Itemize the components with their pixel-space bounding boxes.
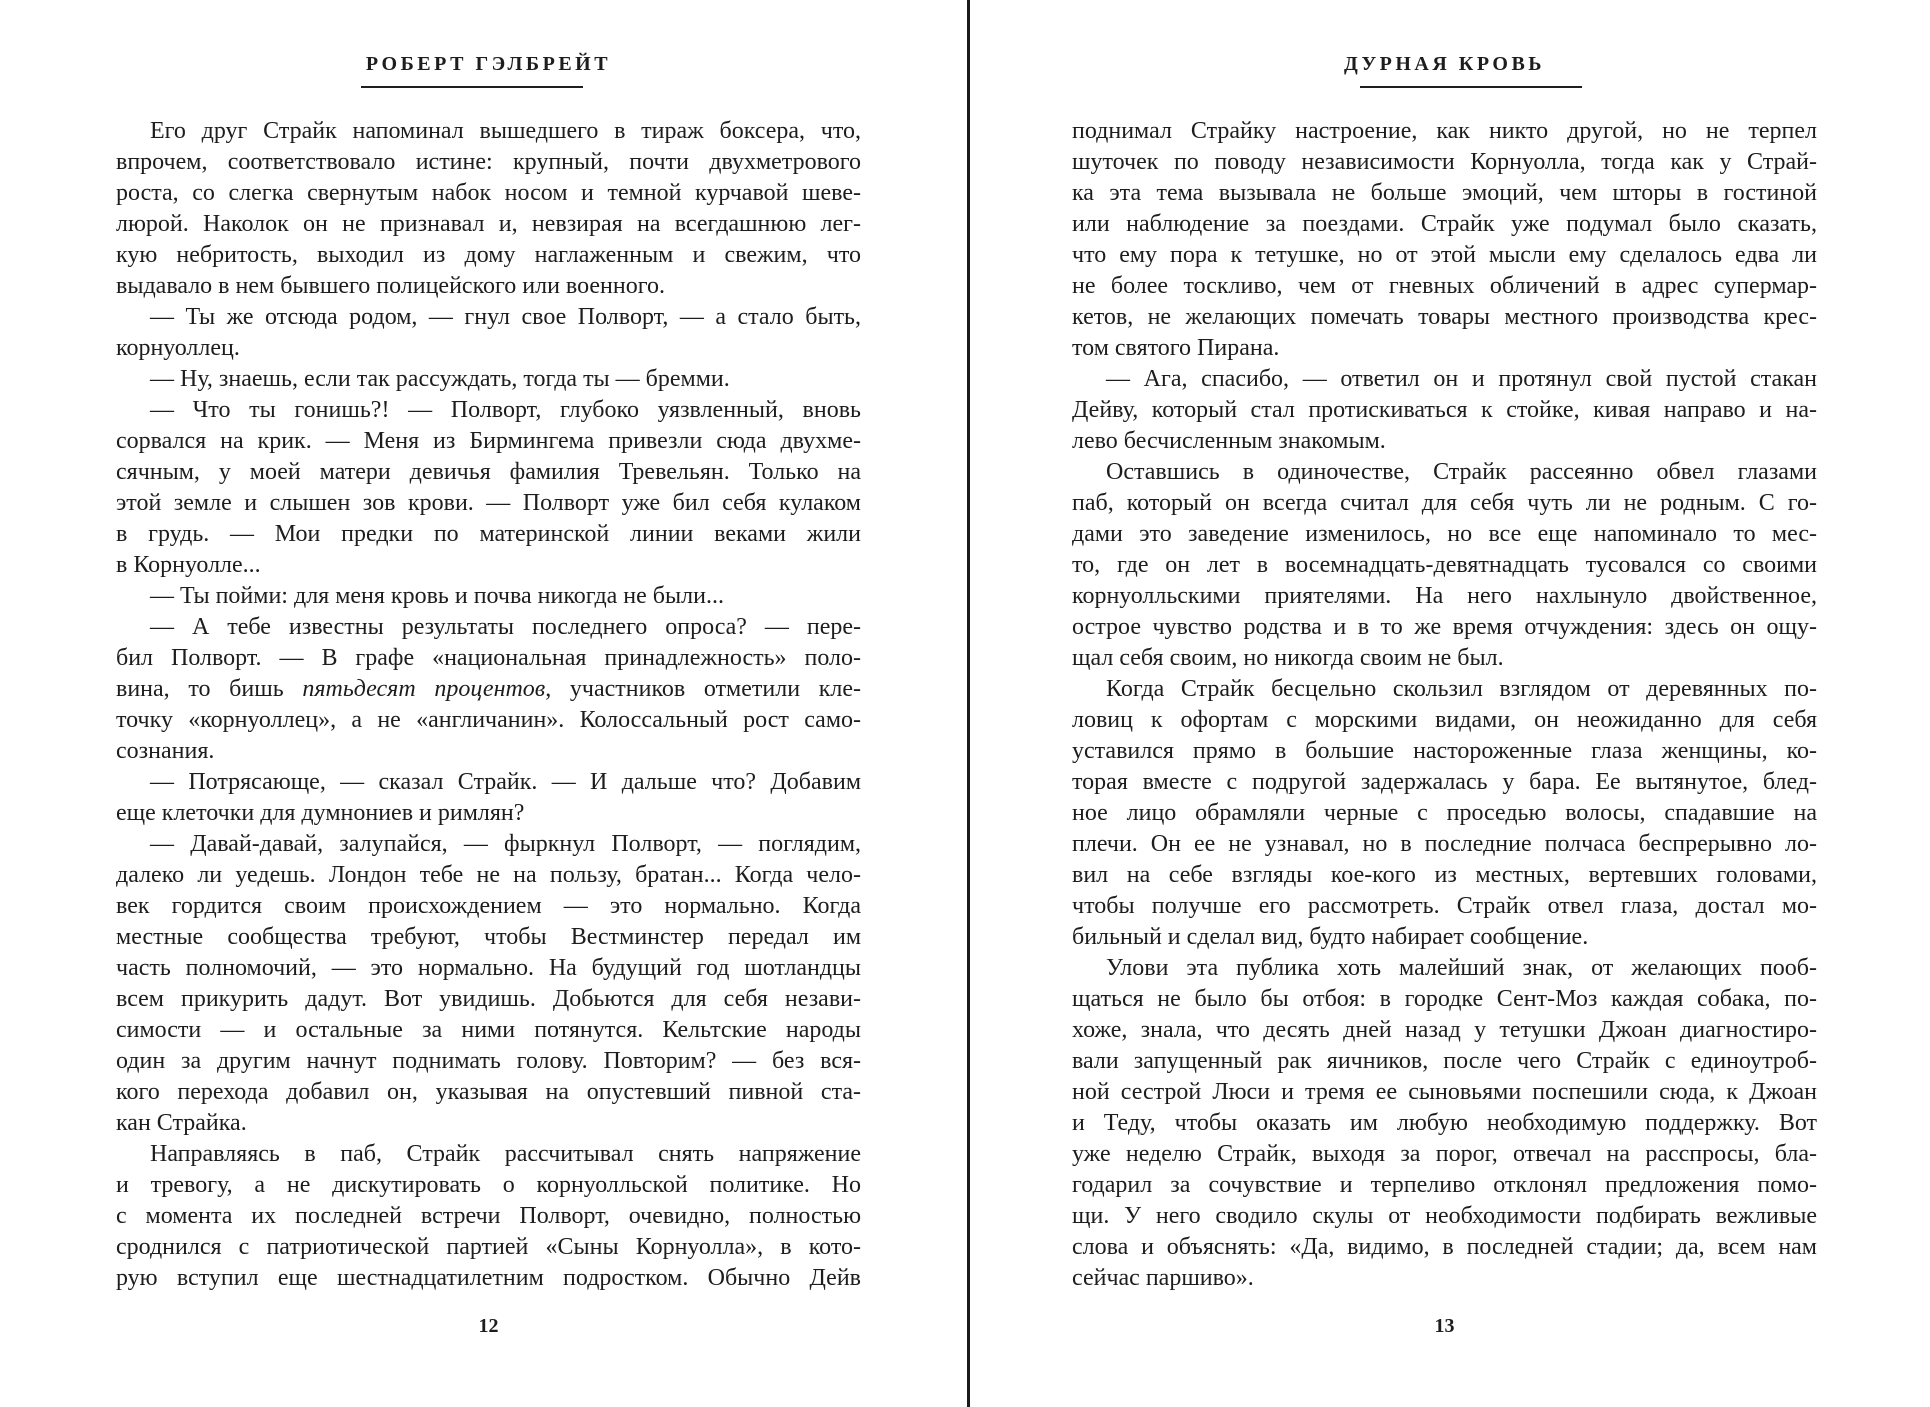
text-line: и тревогу, а не дискутировать о корнуолльской политике. Но (116, 1172, 861, 1198)
text-line: Направляясь в паб, Страйк рассчитывал снять напряжение (150, 1141, 861, 1167)
text-line: — Ага, спасибо, — ответил он и протянул свой пустой стакан (1106, 366, 1817, 392)
text-line: сроднился с патриотической партией «Сыны Корнуолла», в кото- (116, 1234, 861, 1260)
right-page-text (1072, 116, 1817, 1294)
text-line: впрочем, соответствовало истине: крупный, почти двухметрового (116, 149, 861, 175)
text-line: торая вместе с подругой задержалась у бара. Ее вытянутое, блед- (1072, 769, 1817, 795)
text-line: бил Полворт. — В графе «национальная принадлежность» поло- (116, 645, 861, 671)
text-line: сячным, у моей матери девичья фамилия Тревельян. Только на (116, 459, 861, 485)
text-line: шуточек по поводу независимости Корнуолла, тогда как у Страй- (1072, 149, 1817, 175)
text-line: далеко ли уедешь. Лондон тебе не на пользу, братан... Когда чело- (116, 862, 861, 888)
text-line: роста, со слегка свернутым набок носом и темной курчавой шеве- (116, 180, 861, 206)
text-line: острое чувство родства и в то же время отчуждения: здесь он ощу- (1072, 614, 1817, 640)
text-line: Оставшись в одиночестве, Страйк рассеянно обвел глазами (1106, 459, 1817, 485)
text-line: сейчас паршиво». (1072, 1265, 1254, 1291)
text-line: кетов, не желающих помечать товары местного производства крес- (1072, 304, 1817, 330)
text-line: рую вступил еще шестнадцатилетним подростком. Обычно Дейв (116, 1265, 861, 1291)
text-line: лево бесчисленным знакомым. (1072, 428, 1386, 454)
text-line: щи. У него сводило скулы от необходимости подбирать вежливые (1072, 1203, 1817, 1229)
text-line: то, где он лет в восемнадцать-девятнадцать тусовался со своими (1072, 552, 1817, 578)
text-line: в грудь. — Мои предки по материнской линии веками жили (116, 521, 861, 547)
text-line: плечи. Он ее не узнавал, но в последние полчаса беспрерывно ло- (1072, 831, 1817, 857)
text-line: щал себя своим, но никогда своим не был. (1072, 645, 1504, 671)
text-line: ной сестрой Люси и тремя ее сыновьями поспешили сюда, к Джоан (1072, 1079, 1817, 1105)
text-line-mixed (116, 674, 861, 705)
running-header-title: ДУРНАЯ КРОВЬ (1343, 53, 1546, 75)
left-page-text (116, 116, 861, 1294)
text-line: корнуолльскими приятелями. На него нахлынуло двойственное, (1072, 583, 1817, 609)
book-gutter (967, 0, 970, 1407)
text-line: ловиц к офортам с морскими видами, он неожиданно для себя (1072, 707, 1817, 733)
page-number: 13 (1434, 1315, 1455, 1337)
text-line: местные сообщества требуют, чтобы Вестминстер передал им (116, 924, 861, 950)
text-line: годарил за сочувствие и терпеливо отклонял предложения помо- (1072, 1172, 1817, 1198)
text-line: что ему пора к тетушке, но от этой мысли ему сделалось едва ли (1072, 242, 1817, 268)
text-line: кого перехода добавил он, указывая на опустевший пивной ста- (116, 1079, 861, 1105)
text-line: симости — и остальные за ними потянутся. Кельтские народы (116, 1017, 861, 1043)
text-line: этой земле и слышен зов крови. — Полворт уже бил себя кулаком (116, 490, 861, 516)
text-line: щаться не было бы отбоя: в городке Сент-Моз каждая собака, по- (1072, 986, 1817, 1012)
text-line: кую небритость, выходил из дому наглаженным и свежим, что (116, 242, 861, 268)
page-number: 12 (478, 1315, 499, 1337)
text-line: Дейву, который стал протискиваться к стойке, кивая направо и на- (1072, 397, 1817, 423)
text-line: корнуоллец. (116, 335, 240, 361)
text-line: — Ты пойми: для меня кровь и почва никогда не были... (150, 583, 724, 609)
text-line: дами это заведение изменилось, но все еще напоминало то мес- (1072, 521, 1817, 547)
right-page (1072, 0, 1817, 1407)
text-line: Когда Страйк бесцельно скользил взглядом от деревянных по- (1106, 676, 1817, 702)
text-line: хоже, знала, что десять дней назад у тетушки Джоан диагностиро- (1072, 1017, 1817, 1043)
text-line: бильный и сделал вид, будто набирает сообщение. (1072, 924, 1589, 950)
text-line: поднимал Страйку настроение, как никто другой, но не терпел (1072, 118, 1817, 144)
text-line: — Ты же отсюда родом, — гнул свое Полворт, — а стало быть, (150, 304, 861, 330)
text-line: слова и объяснять: «Да, видимо, в последней стадии; да, всем нам (1072, 1234, 1817, 1260)
text-line: выдавало в нем бывшего полицейского или военного. (116, 273, 665, 299)
header-rule (361, 86, 583, 88)
text-line: — А тебе известны результаты последнего опроса? — пере- (150, 614, 861, 640)
text-line: еще клеточки для думнониев и римлян? (116, 800, 525, 826)
text-line: сорвался на крик. — Меня из Бирмингема привезли сюда двухме- (116, 428, 861, 454)
italic-emphasis: пятьдесят процентов (302, 676, 546, 702)
text-line: Улови эта публика хоть малейший знак, от желающих пооб- (1106, 955, 1817, 981)
text-line: сознания. (116, 738, 215, 764)
text-line: паб, который он всегда считал для себя чуть ли не родным. С го- (1072, 490, 1817, 516)
text-line: вил на себе взгляды кое-кого из местных, вертевших головами, (1072, 862, 1817, 888)
text-line: Его друг Страйк напоминал вышедшего в тираж боксера, что, (150, 118, 861, 144)
text-line: с момента их последней встречи Полворт, очевидно, полностью (116, 1203, 861, 1229)
header-rule (1360, 86, 1582, 88)
text-line: часть полномочий, — это нормально. На будущий год шотландцы (116, 955, 861, 981)
text-fragment: , участников отметили кле- (545, 676, 861, 702)
text-line: чтобы получше его рассмотреть. Страйк отвел глаза, достал мо- (1072, 893, 1817, 919)
text-fragment: вина, то бишь (116, 676, 303, 702)
text-line: или наблюдение за поездами. Страйк уже подумал было сказать, (1072, 211, 1817, 237)
text-line: — Потрясающе, — сказал Страйк. — И дальше что? Добавим (150, 769, 861, 795)
text-line: — Ну, знаешь, если так рассуждать, тогда ты — бремми. (150, 366, 730, 392)
text-line: — Давай-давай, залупайся, — фыркнул Полворт, — поглядим, (150, 831, 861, 857)
text-line: точку «корнуоллец», а не «англичанин». Колоссальный рост само- (116, 707, 861, 733)
text-line: — Что ты гонишь?! — Полворт, глубоко уязвленный, вновь (150, 397, 861, 423)
text-line: всем прикурить дадут. Вот увидишь. Добьются для себя незави- (116, 986, 861, 1012)
text-line: уже неделю Страйк, выходя за порог, отвечал на расспросы, бла- (1072, 1141, 1817, 1167)
left-page (116, 0, 861, 1407)
text-line: вали запущенный рак яичников, после чего Страйк с единоутроб- (1072, 1048, 1817, 1074)
text-line: люрой. Наколок он не признавал и, невзирая на всегдашнюю лег- (116, 211, 861, 237)
text-line: век гордится своим происхождением — это нормально. Когда (116, 893, 861, 919)
text-line: не более тоскливо, чем от гневных обличений в адрес супермар- (1072, 273, 1817, 299)
text-line: в Корнуолле... (116, 552, 261, 578)
text-line: ное лицо обрамляли черные с проседью волосы, спадавшие на (1072, 800, 1817, 826)
text-line: один за другим начнут поднимать голову. Повторим? — без вся- (116, 1048, 861, 1074)
text-line: том святого Пирана. (1072, 335, 1280, 361)
text-line: кан Страйка. (116, 1110, 247, 1136)
running-header-author: РОБЕРТ ГЭЛБРЕЙТ (365, 53, 612, 75)
text-line: ка эта тема вызывала не больше эмоций, чем шторы в гостиной (1072, 180, 1817, 206)
text-line: и Теду, чтобы оказать им любую необходимую поддержку. Вот (1072, 1110, 1817, 1136)
text-line: уставился прямо в большие настороженные глаза женщины, ко- (1072, 738, 1817, 764)
